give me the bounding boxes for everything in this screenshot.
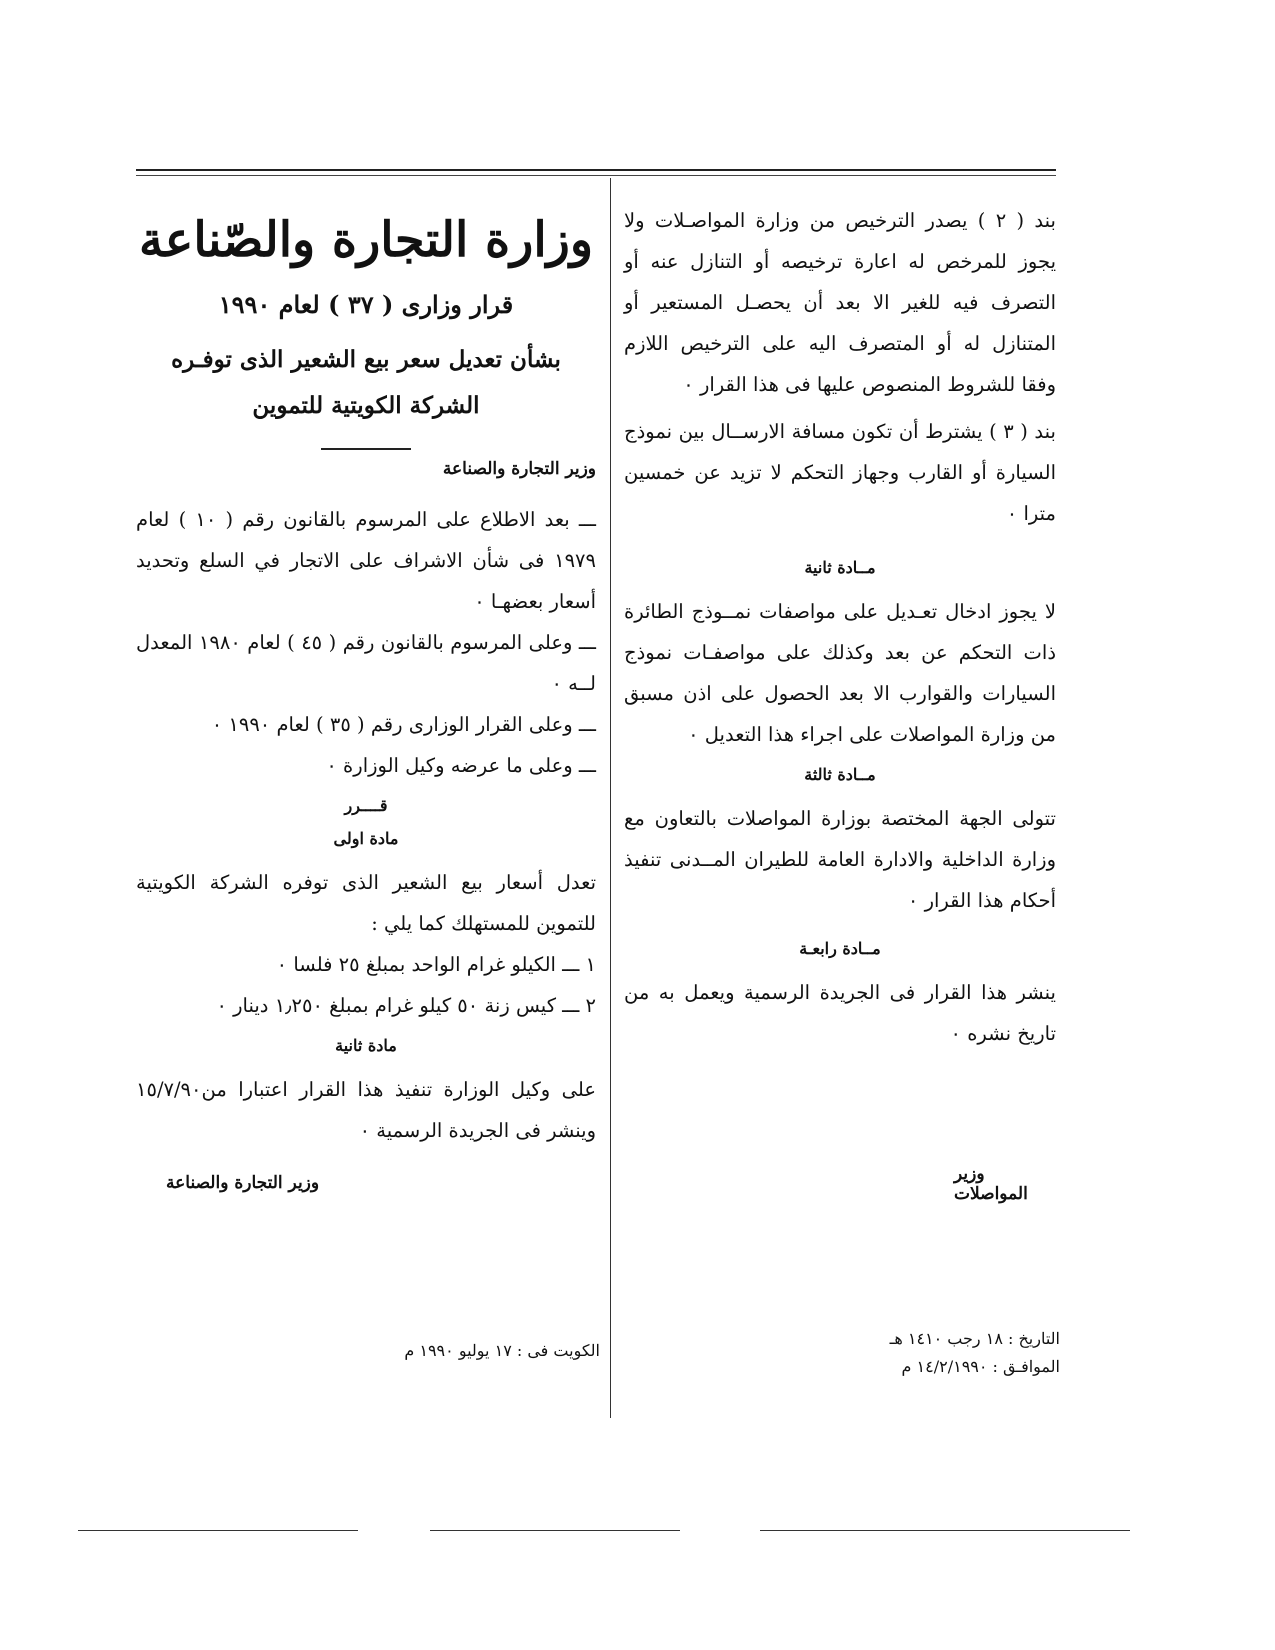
article-1-title: مادة اولى: [333, 829, 399, 848]
clause-3: بند ( ٣ ) يشترط أن تكون مسافة الارســال بين نموذج السيارة أو القارب وجهاز التحكم لا تزيد عن خمسين مترا ٠: [624, 420, 1056, 525]
communications-minister-signature: وزير المواصلات: [954, 1164, 1028, 1204]
preamble-item: ـــ وعلى ما عرضه وكيل الوزارة ٠: [326, 754, 596, 777]
article-2-text: على وكيل الوزارة تنفيذ هذا القرار اعتبارا من١٥/٧/٩٠ وينشر فى الجريدة الرسمية ٠: [136, 1078, 596, 1142]
preamble-item: ـــ وعلى المرسوم بالقانون رقم ( ٤٥ ) لعام ١٩٨٠ المعدل لــه ٠: [136, 631, 596, 695]
price-item-1: ١ ـــ الكيلو غرام الواحد بمبلغ ٢٥ فلسا ٠: [276, 953, 596, 976]
clause-2: بند ( ٢ ) يصدر الترخيص من وزارة المواصـلات ولا يجوز للمرخص له اعارة ترخيصه أو التنازل عنه أو التصرف فيه للغير الا بعد أن يحصـل المستعير أو المتنازل له أو المتصرف اليه على الترخيص اللازم وفقا للشروط المنصوص عليها فى هذا القرار ٠: [624, 209, 1056, 396]
article-2-title: مــادة ثانية: [804, 558, 876, 577]
article-3-title: مــادة ثالثة: [804, 765, 876, 784]
article-4-title: مــادة رابعـة: [799, 939, 881, 958]
article-4-text: ينشر هذا القرار فى الجريدة الرسمية ويعمل به من تاريخ نشره ٠: [624, 981, 1056, 1045]
preamble-item: ـــ وعلى القرار الوزارى رقم ( ٣٥ ) لعام ١٩٩٠ ٠: [211, 713, 596, 736]
ornament-divider: [136, 435, 596, 441]
preamble-item: ـــ بعد الاطلاع على المرسوم بالقانون رقم ( ١٠ ) لعام ١٩٧٩ فى شأن الاشراف على الاتجار في السلع وتحديد أسعار بعضهـا ٠: [136, 508, 597, 613]
footer-rule-middle: [430, 1530, 680, 1531]
column-divider: [610, 178, 611, 1418]
header-rule-thin: [136, 175, 1056, 176]
decree-subject-line-1: بشأن تعديل سعر بيع الشعير الذى توفـره: [171, 346, 561, 373]
kuwait-date: الكويت فى : ١٧ يوليو ١٩٩٠ م: [404, 1341, 600, 1360]
hijri-date: التاريخ : ١٨ رجب ١٤١٠ هـ: [889, 1329, 1060, 1348]
issuer-heading: وزير التجارة والصناعة: [442, 459, 596, 479]
footer-rule-right: [760, 1530, 1130, 1531]
footer-rule-left: [78, 1530, 358, 1531]
article-2-text: لا يجوز ادخال تعـديل على مواصفات نمــوذج الطائرة ذات التحكم عن بعد وكذلك على مواصفـات نموذج السيارات والقوارب الا بعد الحصول على اذن مسبق من وزارة المواصلات على اجراء هذا التعديل ٠: [624, 600, 1056, 746]
commerce-minister-signature: وزير التجارة والصناعة: [166, 1173, 320, 1193]
header-rule: [136, 169, 1056, 171]
decree-number: قرار وزارى ( ٣٧ ) لعام ١٩٩٠: [218, 290, 514, 319]
article-3-text: تتولى الجهة المختصة بوزارة المواصلات بالتعاون مع وزارة الداخلية والادارة العامة للطيران المــدنى تنفيذ أحكام هذا القرار ٠: [624, 807, 1056, 912]
article-2-title: مادة ثانية: [335, 1036, 397, 1055]
decree-subject-line-2: الشركة الكويتية للتموين: [252, 392, 480, 419]
article-1-text: تعدل أسعار بيع الشعير الذى توفره الشركة الكويتية للتموين للمستهلك كما يلي :: [136, 871, 596, 935]
communications-decree-column: [624, 200, 1056, 1204]
decides-heading: قــــرر: [344, 796, 388, 815]
ministry-title: وزارة التجارة والصّناعة: [138, 212, 594, 268]
gregorian-date: الموافـق : ١٤/٢/١٩٩٠ م: [901, 1357, 1060, 1376]
price-item-2: ٢ ـــ كيس زنة ٥٠ كيلو غرام بمبلغ ١٫٢٥٠ دينار ٠: [216, 994, 596, 1017]
commerce-decree-column: [136, 200, 596, 1193]
